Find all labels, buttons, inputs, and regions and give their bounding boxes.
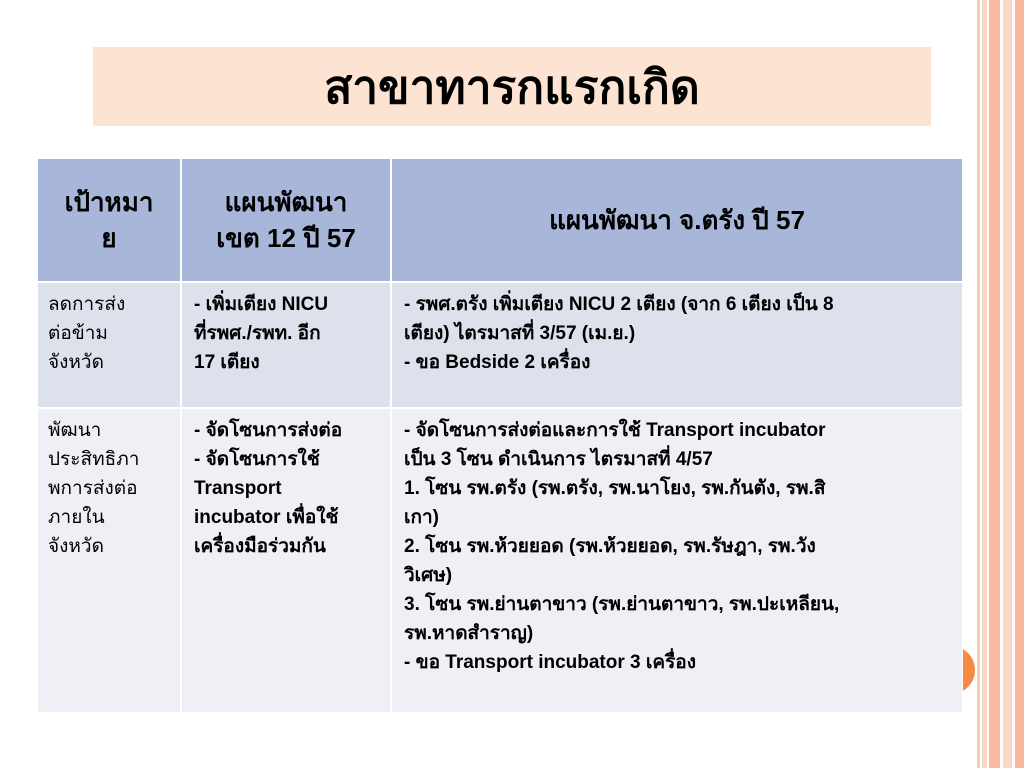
row-2-goal-line: จังหวัด (48, 536, 104, 557)
row-2-goal-line: พการส่งต่อ (48, 478, 138, 499)
row-2-province-plan-line: 2. โซน รพ.ห้วยยอด (รพ.ห้วยยอด, รพ.รัษฎา, รพ.วัง (404, 536, 816, 557)
header-cell-province-plan (391, 158, 963, 282)
decorative-stripe (1003, 0, 1012, 768)
row-2-province-plan-line: วิเศษ) (404, 565, 453, 586)
row-2-region-plan-line: เครื่องมือร่วมกัน (194, 536, 326, 557)
row-2-province-plan-line: เกา) (404, 507, 439, 528)
row-1-goal-line: ลดการส่ง (48, 294, 126, 315)
slide-title-box (93, 47, 931, 126)
row-2-province-plan-cell (391, 408, 963, 713)
row-1-goal-cell (37, 282, 181, 408)
header-cell-region-plan (181, 158, 391, 282)
header-cell-goal (37, 158, 181, 282)
row-1-goal-line: ต่อข้าม (48, 323, 108, 344)
row-2-goal-line: ภายใน (48, 507, 105, 528)
header-region-plan-line: เขต 12 ปี 57 (216, 223, 356, 253)
row-2-province-plan-line: เป็น 3 โซน ดำเนินการ ไตรมาสที่ 4/57 (404, 449, 713, 470)
row-2-goal-line: ประสิทธิภา (48, 449, 140, 470)
row-2-goal-line: พัฒนา (48, 420, 102, 441)
decorative-stripe (977, 0, 980, 768)
header-goal-line: ย (101, 223, 117, 253)
row-1-province-plan-line: เตียง) ไตรมาสที่ 3/57 (เม.ย.) (404, 323, 636, 344)
row-1-region-plan-line: - เพิ่มเตียง NICU (194, 294, 329, 315)
row-2-province-plan-line: 3. โซน รพ.ย่านตาขาว (รพ.ย่านตาขาว, รพ.ปะเหลียน, (404, 594, 840, 615)
row-2-goal-cell (37, 408, 181, 713)
row-1-province-plan-line: - รพศ.ตรัง เพิ่มเตียง NICU 2 เตียง (จาก 6 เตียง เป็น 8 (404, 294, 834, 315)
row-2-province-plan-line: - ขอ Transport incubator 3 เครื่อง (404, 652, 696, 673)
header-region-plan-line: แผนพัฒนา (224, 187, 348, 217)
row-1-province-plan-line: - ขอ Bedside 2 เครื่อง (404, 352, 591, 373)
header-region-plan-text (216, 184, 356, 256)
row-1-region-plan-line: 17 เตียง (194, 352, 260, 373)
header-goal-line: เป้าหมา (64, 187, 154, 217)
row-1-province-plan-cell (391, 282, 963, 408)
row-2-region-plan-line: incubator เพื่อใช้ (194, 507, 339, 528)
decorative-stripe (989, 0, 1000, 768)
decorative-stripe (1015, 0, 1024, 768)
header-province-plan-text (549, 202, 805, 238)
row-2-province-plan-line: 1. โซน รพ.ตรัง (รพ.ตรัง, รพ.นาโยง, รพ.กันตัง, รพ.สิ (404, 478, 826, 499)
row-2-region-plan-line: - จัดโซนการใช้ (194, 449, 320, 470)
row-2-province-plan-line: - จัดโซนการส่งต่อและการใช้ Transport incubator (404, 420, 826, 441)
row-1-goal-line: จังหวัด (48, 352, 104, 373)
row-1-region-plan-line: ที่รพศ./รพท. อีก (194, 323, 321, 344)
header-province-plan-line: แผนพัฒนา จ.ตรัง ปี 57 (549, 205, 805, 235)
row-1-region-plan-cell (181, 282, 391, 408)
decorative-stripe (982, 0, 987, 768)
header-goal-text (65, 184, 154, 256)
row-2-region-plan-line: Transport (194, 478, 282, 499)
slide-title: สาขาทารกแรกเกิด (324, 60, 700, 113)
row-2-region-plan-cell (181, 408, 391, 713)
row-2-province-plan-line: รพ.หาดสำราญ) (404, 623, 534, 644)
row-2-region-plan-line: - จัดโซนการส่งต่อ (194, 420, 343, 441)
